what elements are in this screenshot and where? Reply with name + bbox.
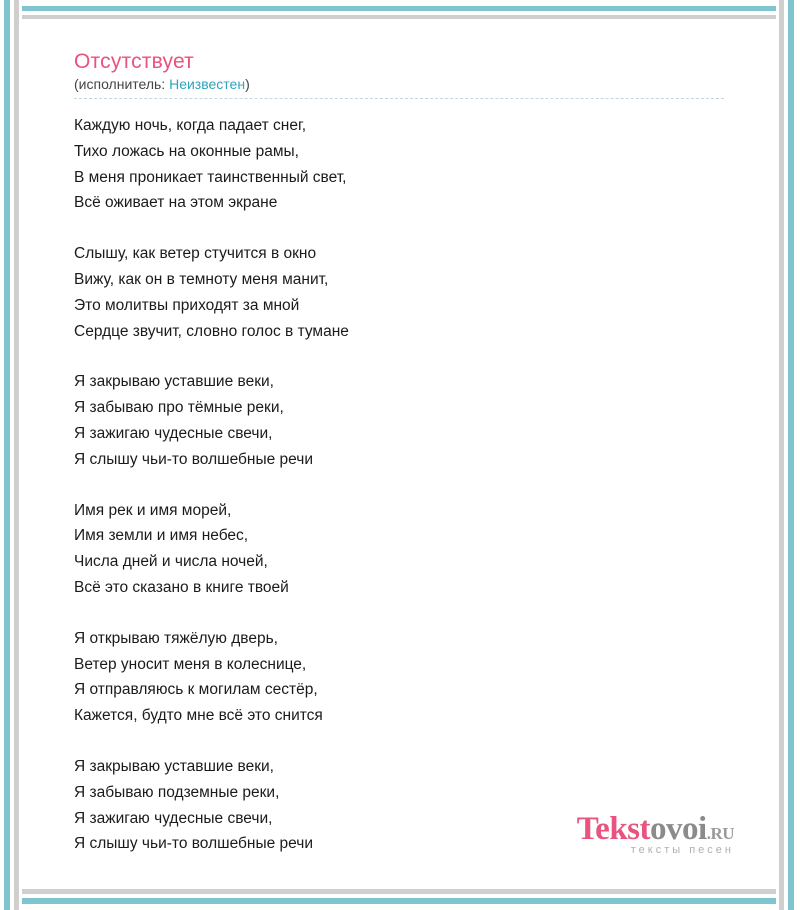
lyrics-line: Я забываю подземные реки, <box>74 783 280 801</box>
decorative-border-right <box>776 0 800 910</box>
lyrics-line: Это молитвы приходят за мной <box>74 296 300 314</box>
lyrics-body <box>74 113 724 857</box>
lyrics-line: Имя рек и имя морей, <box>74 501 232 519</box>
lyrics-line: Вижу, как он в темноту меня манит, <box>74 270 329 288</box>
lyrics-line: В меня проникает таинственный свет, <box>74 168 347 186</box>
lyrics-line: Я отправляюсь к могилам сестёр, <box>74 681 318 699</box>
lyrics-stanza <box>74 113 724 216</box>
watermark-brand <box>577 813 734 846</box>
header-divider <box>74 98 724 99</box>
lyrics-line: Имя земли и имя небес, <box>74 527 249 545</box>
lyrics-line: Я открываю тяжёлую дверь, <box>74 629 278 647</box>
decorative-border-top <box>0 0 800 22</box>
lyrics-line: Я закрываю уставшие веки, <box>74 757 274 775</box>
decorative-border-left <box>0 0 22 910</box>
artist-link[interactable]: Неизвестен <box>169 76 246 92</box>
lyrics-stanza <box>74 241 724 344</box>
lyrics-line: Сердце звучит, словно голос в тумане <box>74 322 349 340</box>
lyrics-line: Слышу, как ветер стучится в окно <box>74 245 317 263</box>
artist-prefix-label: (исполнитель: <box>74 76 166 92</box>
site-watermark <box>577 813 734 856</box>
watermark-tagline: тексты песен <box>630 844 734 856</box>
lyrics-stanza <box>74 498 724 601</box>
lyrics-line: Я закрываю уставшие веки, <box>74 373 274 391</box>
lyrics-card <box>22 22 776 886</box>
page-title: Отсутствует <box>74 50 194 73</box>
lyrics-line: Я зажигаю чудесные свечи, <box>74 809 273 827</box>
lyrics-line: Тихо ложась на оконные рамы, <box>74 142 299 160</box>
artist-suffix-label: ) <box>245 76 250 92</box>
artist-line <box>74 76 740 92</box>
lyrics-line: Всё это сказано в книге твоей <box>74 578 289 596</box>
watermark-brand-part1: Tekst <box>576 811 651 847</box>
lyrics-line: Я забываю про тёмные реки, <box>74 399 284 417</box>
lyrics-line: Кажется, будто мне всё это снится <box>74 707 323 725</box>
lyrics-line: Я слышу чьи-то волшебные речи <box>74 835 313 853</box>
lyrics-line: Я зажигаю чудесные свечи, <box>74 424 273 442</box>
lyrics-line: Ветер уносит меня в колеснице, <box>74 655 307 673</box>
lyrics-line: Всё оживает на этом экране <box>74 194 278 212</box>
lyrics-line: Я слышу чьи-то волшебные речи <box>74 450 313 468</box>
lyrics-stanza <box>74 369 724 472</box>
lyrics-line: Числа дней и числа ночей, <box>74 553 268 571</box>
watermark-brand-part2: ovoi <box>650 811 707 847</box>
lyrics-stanza <box>74 626 724 729</box>
decorative-border-bottom <box>0 886 800 910</box>
lyrics-line: Каждую ночь, когда падает снег, <box>74 117 307 134</box>
watermark-brand-domain: .RU <box>706 824 734 843</box>
